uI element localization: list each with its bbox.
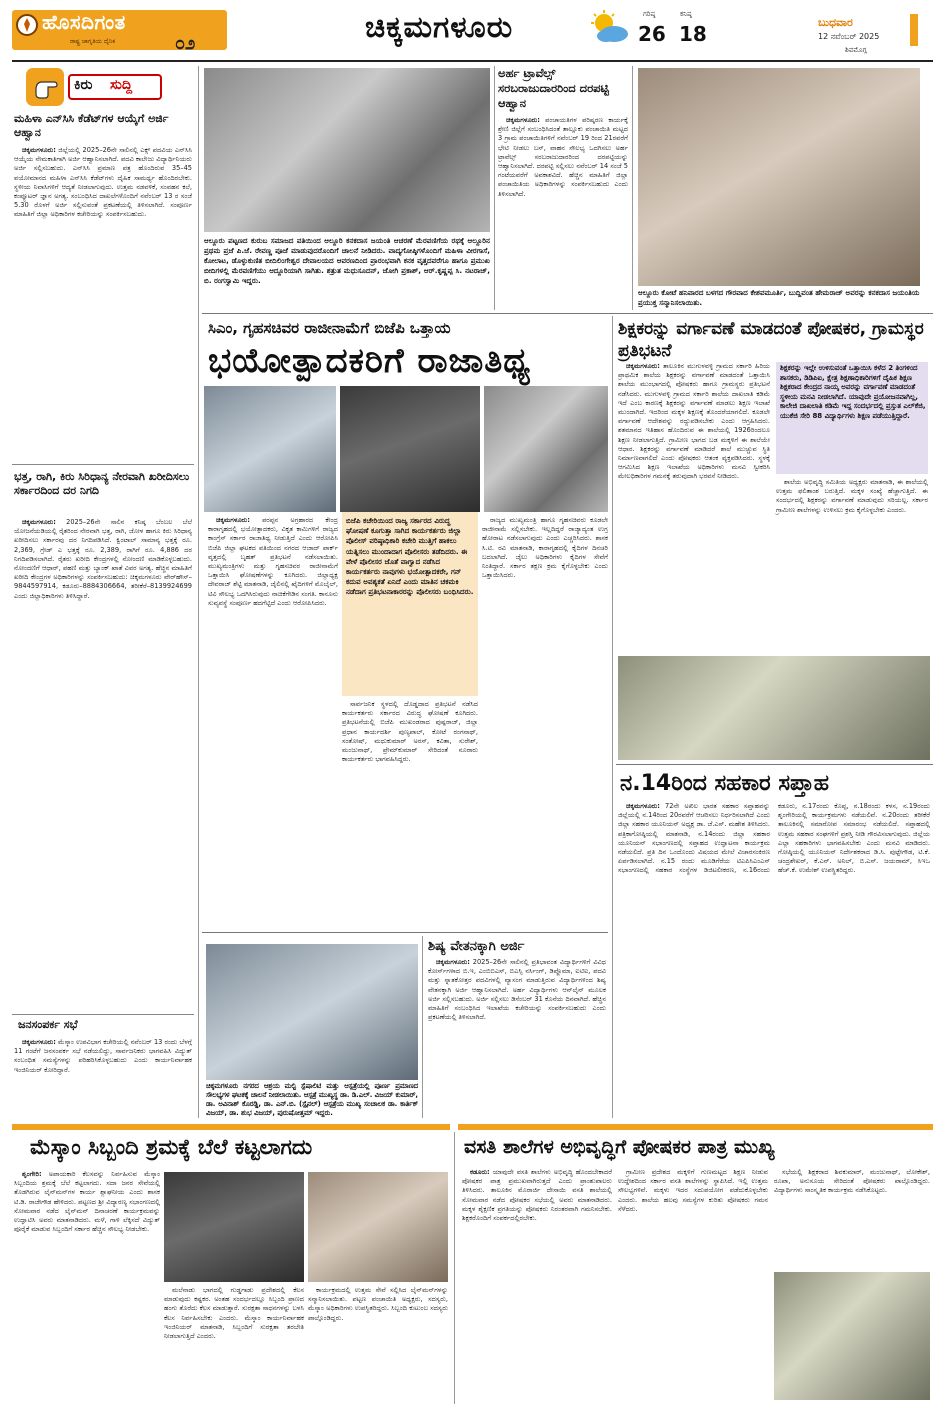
left-column-divider (198, 66, 199, 1118)
bottom-divider (454, 1132, 455, 1404)
top-row-rule (202, 313, 933, 314)
teachers-headline: ಶಿಕ್ಷಕರನ್ನು ವರ್ಗಾವಣೆ ಮಾಡದಂತೆ ಪೋಷಕರ, ಗ್ರಾಮಸ್ಥರ ಪ್ರತಿಭಟನೆ (618, 319, 924, 361)
main-story (202, 316, 608, 930)
brief-body-2 (14, 518, 192, 938)
main-story-rule (202, 932, 608, 933)
travels-dateline: ಚಿಕ್ಕಮಗಳೂರು: (506, 116, 540, 124)
bottom-accent-bar-right (458, 1124, 933, 1130)
main-text-1: ಪರಪ್ಪನ ಅಗ್ರಹಾರದ ಕೇಂದ್ರ ಕಾರಾಗೃಹದಲ್ಲಿ ಭಯೋತ್ಪಾದಕರು, ವಿಕೃತ ಕಾಮಿಗಳಿಗೆ ರಾಜ್ಯದ ಕಾಂಗ್ರೆಸ್ ಸರ್ಕಾರ ರಾಜಾತಿಥ್ಯ ನೀಡುತ್ತಿದೆ ಎಂದು ಆರೋಪಿಸಿ ಬಿಜೆಪಿ ಜಿಲ್ಲಾ ಘಟಕದ ವತಿಯಿಂದ ನಗರದ ಆಜಾದ್ ಪಾರ್ಕ್ ವೃತ್ತದಲ್ಲಿ ಬೃಹತ್ ಪ್ರತಿಭಟನೆ ನಡೆಸಲಾಯಿತು. ಮುಖ್ಯಮಂತ್ರಿಗಳು ಮತ್ತು ಗೃಹಸಚಿವರ ರಾಜೀನಾಮೆಗೆ ಒತ್ತಾಯಿಸಿ ಘೋಷಣೆಗಳನ್ನು ಕೂಗಿದರು. ಜಿಲ್ಲಾಧ್ಯಕ್ಷ ದೇವರಾಜ್ ಶೆಟ್ಟಿ ಮಾತನಾಡಿ, ಜೈಲಿನಲ್ಲಿ ಖೈದಿಗಳಿಗೆ ಮೊಬೈಲ್, ಟಿವಿ ಸೌಲಭ್ಯ ಒದಗಿಸಿರುವುದು ನಾಚಿಕೆಗೇಡಿನ ಸಂಗತಿ. ಕಾನೂನು ಸುವ್ಯವಸ್ಥೆ ಸಂಪೂರ್ಣ ಹದಗೆಟ್ಟಿದೆ ಎಂದು ಆರೋಪಿಸಿದರು. (208, 516, 338, 607)
hand-point-icon (26, 68, 64, 106)
sahakara-text: 72ನೇ ಅಖಿಲ ಭಾರತ ಸಹಕಾರ ಸಪ್ತಾಹವನ್ನು ಜಿಲ್ಲೆಯಲ್ಲಿ ನ.14ರಿಂದ 20ರವರೆಗೆ ಆಚರಿಸಲು ನಿರ್ಧರಿಸಲಾಗಿದೆ ಎಂದು ಜಿಲ್ಲಾ ಸಹಕಾರ ಯೂನಿಯನ್ ಅಧ್ಯಕ್ಷ ಡಾ. ಜೆ.ಎಸ್. ಮಹೇಶ ತಿಳಿಸಿದರು. ಪತ್ರಿಕಾಗೋಷ್ಠಿಯಲ್ಲಿ ಮಾತನಾಡಿ, ನ.14ರಂದು ಜಿಲ್ಲಾ ಸಹಕಾರ ಯೂನಿಯನ್ ಸಭಾಂಗಣದಲ್ಲಿ ಸಪ್ತಾಹದ ಉದ್ಘಾಟನಾ ಕಾರ್ಯಕ್ರಮ ನಡೆಯಲಿದೆ. ಪ್ರತಿ ದಿನ ಒಂದೊಂದು ವಿಷಯದ ಮೇಲೆ ವಿಚಾರಸಂಕಿರಣ ಏರ್ಪಡಿಸಲಾಗಿದೆ. ನ.15 ರಂದು ಮೂಡಿಗೆರೆಯ ಟಿಎಪಿಸಿಎಂಎಸ್ ಸಭಾಂಗಣದಲ್ಲಿ ಸಹಕಾರ ಸಂಸ್ಥೆಗಳ ಡಿಜಿಟಲೀಕರಣ, ನ.16ರಂದು ಕಡೂರು, ನ.17ರಂದು ಕೊಪ್ಪ, ನ.18ರಂದು ಕಳಸ, ನ.19ರಂದು ಶೃಂಗೇರಿಯಲ್ಲಿ ಕಾರ್ಯಕ್ರಮಗಳು ನಡೆಯಲಿವೆ. ನ.20ರಂದು ತರೀಕೆರೆ ತಾಲೂಕಿನಲ್ಲಿ ಸಮಾರೋಪ ಸಮಾರಂಭ ನಡೆಯಲಿದೆ. ಸಪ್ತಾಹದಲ್ಲಿ ಉತ್ತಮ ಸಹಕಾರ ಸಂಘಗಳಿಗೆ ಪ್ರಶಸ್ತಿ ನೀಡಿ ಗೌರವಿಸಲಾಗುವುದು. ಜಿಲ್ಲೆಯ ಎಲ್ಲಾ ಸಹಕಾರಿಗಳು ಭಾಗವಹಿಸಬೇಕು ಎಂದು ಮನವಿ ಮಾಡಿದರು. ಗೋಷ್ಠಿಯಲ್ಲಿ ಯೂನಿಯನ್ ನಿರ್ದೇಶಕರಾದ ಡಿ.ಸಿ. ಪುಟ್ಟೇಗೌಡ, ಟಿ.ಕೆ. ಚಂದ್ರಶೇಖರ್, ಕೆ.ಎನ್. ಅನಿಲ್, ಬಿ.ಎಸ್. ಜಯರಾಮ್, ಸಿಇಒ ಹೆಚ್.ಕೆ. ಉಮೇಶ್ ಉಪಸ್ಥಿತರಿದ್ದರು. (618, 802, 930, 875)
max-temp-label: ಗರಿಷ್ಠ (643, 10, 656, 18)
brief-dateline-3: ಚಿಕ್ಕಮಗಳೂರು: (22, 1038, 56, 1046)
date-accent-bar (910, 14, 918, 46)
parents-meeting-photo (774, 1272, 930, 1400)
brief-text-3: ಮೆಸ್ಕಾಂ ಉಪವಿಭಾಗ ಕಚೇರಿಯಲ್ಲಿ ನವೆಂಬರ್ 13 ರಂದು ಬೆಳಗ್ಗೆ 11 ಗಂಟೆಗೆ ಜನಸಂಪರ್ಕ ಸಭೆ ನಡೆಯಲಿದ್ದು, ಸಾರ್ವಜನಿಕರು ಭಾಗವಹಿಸಿ ವಿದ್ಯುತ್ ಸಂಬಂಧಿತ ಸಮಸ್ಯೆಗಳನ್ನು ಪರಿಹರಿಸಿಕೊಳ್ಳಬಹುದು ಎಂದು ಕಾರ್ಯನಿರ್ವಾಹಕ ಇಂಜಿನಿಯರ್ ಕೋರಿದ್ದಾರೆ. (14, 1038, 192, 1074)
sahakara-body (618, 802, 930, 1118)
travels-headline: ಅರ್ಹ ಟ್ರಾವೆಲ್ಸ್ ಸರಬರಾಜುದಾರರಿಂದ ದರಪಟ್ಟಿ ಆಹ್ವಾನ (498, 66, 609, 110)
teachers-body-col-1 (618, 362, 770, 652)
scholarship-text: 2025–26ನೇ ಸಾಲಿನಲ್ಲಿ ಪ್ರತಿಭಾವಂತ ವಿದ್ಯಾರ್ಥಿಗಳಿಗೆ ವಿವಿಧ ಕೋರ್ಸ್‌ಗಳಾದ ಬಿ.ಇ, ಎಂಬಿಬಿಎಸ್, ಬಿಎಸ್ಸಿ ನರ್ಸಿಂಗ್, ಡಿಪ್ಲೊಮಾ, ಐಟಿಐ, ಪದವಿ ಮತ್ತು ಸ್ನಾತಕೋತ್ತರ ಪದವಿಗಳಲ್ಲಿ ವ್ಯಾಸಂಗ ಮಾಡುತ್ತಿರುವ ವಿದ್ಯಾರ್ಥಿಗಳಿಂದ ಶಿಷ್ಯ ವೇತನಕ್ಕಾಗಿ ಅರ್ಜಿ ಆಹ್ವಾನಿಸಲಾಗಿದೆ. ಅರ್ಹ ವಿದ್ಯಾರ್ಥಿಗಳು ಆನ್‌ಲೈನ್ ಮೂಲಕ ಅರ್ಜಿ ಸಲ್ಲಿಸಬಹುದು. ಅರ್ಜಿ ಸಲ್ಲಿಸಲು ಡಿಸೆಂಬರ್ 31 ಕೊನೆಯ ದಿನವಾಗಿದೆ. ಹೆಚ್ಚಿನ ಮಾಹಿತಿಗೆ ಸಂಬಂಧಿಸಿದ ಇಲಾಖೆಯ ಕಚೇರಿಯನ್ನು ಸಂಪರ್ಕಿಸಬಹುದು ಎಂದು ಪ್ರಕಟಣೆಯಲ್ಲಿ ತಿಳಿಸಲಾಗಿದೆ. (428, 958, 606, 1022)
brand-tagline: ರಾಷ್ಟ್ರ ಜಾಗೃತಿಯ ದೈನಿಕ (70, 38, 116, 45)
page-number: ೦೨ (175, 33, 196, 54)
hostel-headline: ವಸತಿ ಶಾಲೆಗಳ ಅಭಿವೃದ್ಧಿಗೆ ಪೋಷಕರ ಪಾತ್ರ ಮುಖ್ಯ (464, 1136, 775, 1158)
main-dateline: ಚಿಕ್ಕಮಗಳೂರು: (216, 516, 250, 524)
brief-dateline-1: ಚಿಕ್ಕಮಗಳೂರು: (22, 146, 56, 154)
mescom-story (12, 1132, 450, 1404)
min-temp-value: 18 (679, 22, 707, 46)
issue-day: ಬುಧವಾರ (818, 16, 853, 29)
mescom-text-3: ಕಾರ್ಯಕ್ರಮದಲ್ಲಿ ಉತ್ತಮ ಸೇವೆ ಸಲ್ಲಿಸಿದ ಲೈನ್‌ಮನ್‌ಗಳನ್ನು ಸನ್ಮಾನಿಸಲಾಯಿತು. ಪಟ್ಟಣ ಪಂಚಾಯಿತಿ ಅಧ್ಯಕ್ಷರು, ಸದಸ್ಯರು, ಮೆಸ್ಕಾಂ ಅಧಿಕಾರಿಗಳು ಉಪಸ್ಥಿತರಿದ್ದರು. ಸಿಬ್ಬಂದಿ ಕುಟುಂಬ ಸದಸ್ಯರು ಪಾಲ್ಗೊಂಡಿದ್ದರು. (308, 1286, 448, 1322)
brand-logo-icon (16, 14, 38, 36)
main-text-3: ಸಾರ್ವಜನಿಕ ಸ್ಥಳದಲ್ಲಿ ದೊಡ್ಡದಾದ ಪ್ರತಿಭಟನೆ ನಡೆಸಿದ ಕಾರ್ಯಕರ್ತರು ಸರ್ಕಾರದ ವಿರುದ್ಧ ಘೋಷಣೆ ಕೂಗಿದರು. ಪ್ರತಿಭಟನೆಯಲ್ಲಿ ಬಿಜೆಪಿ ಮುಖಂಡರಾದ ಪುಷ್ಪರಾಜ್, ಜಿಲ್ಲಾ ಪ್ರಧಾನ ಕಾರ್ಯದರ್ಶಿ ಪುಣ್ಯಪಾಲ್, ಕೋಟೆ ರಂಗನಾಥ್, ಸಂತೋಷ್, ಮಧುಕುಮಾರ್ ಅರಸ್, ಕವಿತಾ, ಸುರೇಶ್, ಮಂಜುನಾಥ್, ಪ್ರೇಮ್‌ಕುಮಾರ್ ಸೇರಿದಂತೆ ನೂರಾರು ಕಾರ್ಯಕರ್ತರು ಭಾಗವಹಿಸಿದ್ದರು. (342, 700, 478, 764)
brief-body-3 (14, 1038, 192, 1116)
top-divider-2 (632, 66, 633, 310)
hostel-body-col-2 (618, 1168, 768, 1402)
scholarship-story (426, 936, 608, 1118)
mescom-dateline: ಶೃಂಗೇರಿ: (22, 1170, 42, 1178)
main-highlight-text: ಬಿಜೆಪಿ ಕಚೇರಿಯಿಂದ ರಾಜ್ಯ ಸರ್ಕಾರದ ವಿರುದ್ಧ ಘೋಷಣೆ ಕೂಗುತ್ತಾ ಸಾಗಿದ ಕಾರ್ಯಕರ್ತರು ಜಿಲ್ಲಾ ಪೊಲೀಸ್ ವರಿಷ್ಠಾಧಿಕಾರಿ ಕಚೇರಿ ಮುತ್ತಿಗೆ ಹಾಕಲು ಯತ್ನಿಸಲು ಮುಂದಾದಾಗ ಪೊಲೀಸರು ತಡೆದಿದರು. ಈ ವೇಳೆ ಪೊಲೀಸರ ಜೊತೆ ವಾಗ್ವಾದ ನಡೆಸಿದ ಕಾರ್ಯಕರ್ತರು ನಾವುಗಳು ಭಯೋತ್ಪಾದಕರೇ, ಗನ್ ಕದುವ ಅವಶ್ಯಕತೆ ಏನಿದೆ ಎಂದು ಮಾತಿನ ಚಕಮಕಿ ನಡೆದಾಗ ಪ್ರತಿಭಟನಾಕಾರರನ್ನು ಪೊಲೀಸರು ಬಂಧಿಸಿದರು. (346, 516, 474, 597)
teachers-rule (616, 764, 933, 765)
hostel-body-col-3 (774, 1168, 930, 1268)
hospital-divider (422, 936, 423, 1118)
mescom-text-2: ಮಲೆನಾಡು ಭಾಗದಲ್ಲಿ ಗುಡ್ಡಗಾಡು ಪ್ರದೇಶದಲ್ಲಿ ಕೆಲಸ ಮಾಡುವುದು ಕಷ್ಟಕರ. ಅಂತಹ ಸಂದರ್ಭದಲ್ಲೂ ಸಿಬ್ಬಂದಿ ಪ್ರಾಣದ ಹಂಗು ತೊರೆದು ಕೆಲಸ ಮಾಡುತ್ತಾರೆ. ಸುರಕ್ಷತಾ ಸಾಧನಗಳನ್ನು ಬಳಸಿ ಕೆಲಸ ನಿರ್ವಹಿಸಬೇಕು ಎಂದರು. ಮೆಸ್ಕಾಂ ಕಾರ್ಯನಿರ್ವಾಹಕ ಇಂಜಿನಿಯರ್ ಮಾತನಾಡಿ, ಸಿಬ್ಬಂದಿಗೆ ಸುರಕ್ಷತಾ ತರಬೇತಿ ನೀಡಲಾಗುತ್ತಿದೆ ಎಂದರು. (164, 1286, 304, 1341)
hostel-text-2: ಗ್ರಾಮೀಣ ಪ್ರದೇಶದ ಮಕ್ಕಳಿಗೆ ಗುಣಮಟ್ಟದ ಶಿಕ್ಷಣ ನೀಡುವ ಉದ್ದೇಶದಿಂದ ಸರ್ಕಾರ ವಸತಿ ಶಾಲೆಗಳನ್ನು ಸ್ಥಾಪಿಸಿದೆ. ಇಲ್ಲಿ ಉತ್ತಮ ಸೌಲಭ್ಯಗಳಿವೆ. ಮಕ್ಕಳು ಇದರ ಸದುಪಯೋಗ ಪಡೆದುಕೊಳ್ಳಬೇಕು ಎಂದರು. ಶಾಲೆಯ ಹಲವು ಸಮಸ್ಯೆಗಳ ಕುರಿತು ಪೋಷಕರು ಗಮನ ಸೆಳೆದರು. (618, 1168, 768, 1213)
mescom-honour-photo (308, 1172, 448, 1282)
brand-name: ಹೊಸದಿಗಂತ (42, 10, 126, 34)
brief-text-1: ಜಿಲ್ಲೆಯಲ್ಲಿ 2025–26ನೇ ಸಾಲಿನಲ್ಲಿ ಎಕ್ಸ್ ಪದವಿಯ ಎನ್‌ಸಿಸಿ ಆಯ್ಕೆಯ ನೇಮಕಾತಿಗಾಗಿ ಅರ್ಜಿ ಆಹ್ವಾನಿಸಲಾಗಿದೆ. ಪದವಿ ಕಾಲೇಜು ವಿದ್ಯಾರ್ಥಿನಿಯರು ಅರ್ಜಿ ಸಲ್ಲಿಸಬಹುದು. ಎನ್‌ಸಿಸಿ ಪ್ರಮಾಣ ಪತ್ರ ಹೊಂದಿರುವ 35–45 ವಯೋಮಾನದ ಮಹಿಳಾ ಎನ್‌ಸಿಸಿ ಕೆಡೆಟ್‌ಗಳು ದೈಹಿಕ ಸಾಮರ್ಥ್ಯ ಹೊಂದಿರಬೇಕು. ಸ್ಥಳೀಯ ನಿವಾಸಿಗಳಿಗೆ ಆದ್ಯತೆ ನೀಡಲಾಗುವುದು. ಉತ್ತಮ ನಡವಳಿಕೆ, ಸಂವಹನ ಕಲೆ, ಕಂಪ್ಯೂಟರ್ ಜ್ಞಾನ ಅಗತ್ಯ. ಸಂಬಂಧಿಸಿದ ದಾಖಲೆಗಳೊಂದಿಗೆ ನವೆಂಬರ್ 13 ರ ಸಂಜೆ 5.30 ರೊಳಗೆ ಅರ್ಜಿ ಸಲ್ಲಿಸುವಂತೆ ಪ್ರಕಟಣೆಯಲ್ಲಿ ತಿಳಿಸಲಾಗಿದೆ. ಸಂಪೂರ್ಣ ಮಾಹಿತಿಗೆ ಜಿಲ್ಲಾ ಅಧಿಕಾರಿಗಳ ಕಚೇರಿಯನ್ನು ಸಂಪರ್ಕಿಸಬಹುದು. (14, 146, 192, 219)
masthead-rule (12, 60, 933, 62)
max-temp-value: 26 (638, 22, 666, 46)
kanaka-procession-caption: ಆಲ್ದೂರು ಪಟ್ಟಣದ ಕುರುಬ ಸಮಾಜದ ವತಿಯಿಂದ ಆಲ್ದೂರಿ ಕನಕದಾಸ ಜಯಂತಿ ಆಚರಣೆ ಮೆರವಣಿಗೆಯ ರಥಕ್ಕೆ ಆಲ್ದೂರಿನ ಪ್ರಥಮ ಪ್ರಜೆ ಪಿ.ಜೆ. ರೇವಣ್ಣ ಪೂಜೆ ಮಾಡುವುದರೊಂದಿಗೆ ಚಾಲನೆ ನೀಡಿದರು. ವಾದ್ಯಗೋಷ್ಠಿಗಳೊಂದಿಗೆ ಮಹಿಳಾ ವೀರಗಾಸೆ, ಕೋಲಾಟ, ಡೊಳ್ಳುಕುಣಿತ ಬೀದಿಲಿಂಗೇಶ್ವರ ದೇವಾಲಯದ ಆವರಣದಿಂದ ಪ್ರಾರಂಭವಾಗಿ ಕನಕ ವೃತ್ತದವರೆಗೂ ಹಾಗೂ ಪ್ರಮುಖ ಬೀದಿಗಳಲ್ಲಿ ಮೆರವಣಿಗೆಯು ಆದ್ದೂರಿಯಾಗಿ ಸಾಗಿತು. ಶತ್ರುತ ಮಧುಸೂದನ್, ಜೋಗಿ ಪ್ರಕಾಶ್, ಆರ್.ಕೃಷ್ಣಪ್ಪ ಸಿ. ನಟರಾಜ್, ಬಿ. ರಂಗಸ್ವಾಮಿ ಇದ್ದರು. (204, 236, 490, 285)
kirusuddi-label-a: ಕಿರು (74, 77, 93, 93)
brief-divider-1 (12, 464, 194, 465)
issue-city: ಶಿವಮೊಗ್ಗ (845, 46, 867, 54)
sahakara-dateline: ಚಿಕ್ಕಮಗಳೂರು: (626, 802, 660, 810)
mescom-body-col-3 (308, 1286, 448, 1402)
kanaka-honour-caption: ಆಲ್ದೂರು ಕೋಟೆ ಹನಿವಾರದ ಬಳಗದ ಗೌರವಾದ ಕೇಶವಮೂರ್ತಿ, ಬುದ್ದಿವಂತ ಹೇಮರಾಜ್ ಅವರನ್ನು ಕನಕದಾಸ ಜಯಂತಿಯ ಪ್ರಯುಕ್ತ ಸನ್ಮಾನಿಸಲಾಯಿತು. (638, 288, 920, 307)
travels-text: ಪಂಚಾಯತಿಗಳ ಪರಿಷ್ಕರಣ ಕಾರ್ಯಕ್ಕೆ ಶ್ರೇಣಿ ಜಿಲ್ಲೆಗೆ ಸಂಬಂಧಿಸಿದಂತೆ ತಾಲ್ಲೂಕು ಪಂಚಾಯಿತಿ ಮಟ್ಟದ 3 ಗ್ರಾಮ ಪಂಚಾಯಿತಿಗಳಿಗೆ ನವೆಂಬರ್ 19 ರಿಂದ 21ರವರೆಗೆ ಭೇಟಿ ನೀಡಲು ಬಸ್, ವಾಹನ ಸೌಲಭ್ಯ ಒದಗಿಸಲು ಅರ್ಹ ಟ್ರಾವೆಲ್ಸ್ ಸರಬರಾಜುದಾರರಿಂದ ದರಪಟ್ಟಿಯನ್ನು ಆಹ್ವಾನಿಸಲಾಗಿದೆ. ದರಪಟ್ಟಿ ಸಲ್ಲಿಸಲು ನವೆಂಬರ್ 14 ಸಂಜೆ 5 ಗಂಟೆಯವರೆಗೆ ಅವಕಾಶವಿದೆ. ಹೆಚ್ಚಿನ ಮಾಹಿತಿಗೆ ಜಿಲ್ಲಾ ಪಂಚಾಯಿತಿಯ ಅಧಿಕಾರಿಗಳನ್ನು ಸಂಪರ್ಕಿಸಬಹುದು ಎಂದು ತಿಳಿಸಲಾಗಿದೆ. (498, 116, 628, 198)
mescom-body-col-2 (164, 1286, 304, 1402)
brief-dateline-2: ಚಿಕ್ಕಮಗಳೂರು: (22, 518, 56, 526)
mescom-body-col-1 (14, 1170, 160, 1402)
main-headline: ಭಯೋತ್ಪಾದಕರಿಗೆ ರಾಜಾತಿಥ್ಯ (208, 341, 531, 381)
main-text-2: ರಾಜ್ಯದ ಮುಖ್ಯಮಂತ್ರಿ ಹಾಗೂ ಗೃಹಸಚಿವರು ಕೂಡಲೇ ರಾಜೀನಾಮೆ ಸಲ್ಲಿಸಬೇಕು. ಇಲ್ಲದಿದ್ದರೆ ರಾಜ್ಯಾದ್ಯಂತ ಉಗ್ರ ಹೋರಾಟ ನಡೆಸಲಾಗುವುದು ಎಂದು ಎಚ್ಚರಿಸಿದರು. ಶಾಸಕ ಸಿ.ಟಿ. ರವಿ ಮಾತನಾಡಿ, ಕಾರಾಗೃಹದಲ್ಲಿ ಕೈದಿಗಳ ದಿನಚರಿ ಬದಲಾಗಿದೆ. ಜೈಲು ಅಧಿಕಾರಿಗಳು ಕೈದಿಗಳ ಸೇವೆಗೆ ನಿಂತಿದ್ದಾರೆ. ಸರ್ಕಾರ ತಕ್ಷಣ ಕ್ರಮ ಕೈಗೊಳ್ಳಬೇಕು ಎಂದು ಒತ್ತಾಯಿಸಿದರು. (482, 516, 608, 580)
teachers-highlight-text: ಶಿಕ್ಷಕರನ್ನು ಇಲ್ಲೇ ಉಳಿಸುವಂತೆ ಒತ್ತಾಯಿಸಿ ಕಳೆದ 2 ತಿಂಗಳಿಂದ ಶಾಸಕರು, ಡಿಡಿಪಿಐ, ಕ್ಷೇತ್ರ ಶಿಕ್ಷಣಾಧಿಕಾರಿಗಳಿಗೆ ದೈಹಿಕ ಶಿಕ್ಷಣ ಶಿಕ್ಷಕರಾದ ಕೇಂದ್ರದ ನಾಯ್ಕ ಅವರನ್ನು ವರ್ಗಾವಣೆ ಮಾಡದಂತೆ ಸ್ಥಳೀಯ ಮನವಿ ನೀಡಲಾಗಿದೆ. ಯಾವುದೇ ಪ್ರಯೋಜನವಾಗಿಲ್ಲ, ಕಾಲೇಜಿ ದಾಖಲಾತಿ ಕಡಿಮೆ ಇದ್ದ ಸಂದರ್ಭದಲ್ಲಿ ಪ್ರಸ್ತುತ ಎಲ್‌ಕೆಜಿ, ಯುಕೆಜಿ ಸೇರಿ 88 ವಿದ್ಯಾರ್ಥಿಗಳು ಶಿಕ್ಷಣ ಪಡೆಯುತ್ತಿದ್ದಾರೆ. (780, 364, 926, 420)
protest-photo-3 (484, 386, 608, 512)
protest-photo-1 (204, 386, 336, 512)
mid-divider (612, 316, 613, 1118)
hostel-text-1: ಯಾವುದೇ ವಸತಿ ಶಾಲೆಗಳು ಅಭಿವೃದ್ಧಿ ಹೊಂದಬೇಕಾದರೆ ಪೋಷಕರ ಪಾತ್ರ ಪ್ರಮುಖವಾಗಿರುತ್ತದೆ ಎಂದು ಪ್ರಾಂಶುಪಾಲರು ತಿಳಿಸಿದರು. ತಾಲೂಕಿನ ಮೊರಾರ್ಜಿ ದೇಸಾಯಿ ವಸತಿ ಶಾಲೆಯಲ್ಲಿ ಸೋಮವಾರ ನಡೆದ ಪೋಷಕರ ಸಭೆಯಲ್ಲಿ ಅವರು ಮಾತನಾಡಿದರು. ಮಕ್ಕಳ ಶೈಕ್ಷಣಿಕ ಪ್ರಗತಿಯನ್ನು ಪೋಷಕರು ನಿರಂತರವಾಗಿ ಗಮನಿಸಬೇಕು. ಶಿಕ್ಷಕರೊಂದಿಗೆ ಸಂಪರ್ಕದಲ್ಲಿರಬೇಕು. (462, 1168, 612, 1223)
main-body-col-1 (208, 516, 338, 924)
travels-body (498, 116, 628, 310)
brief-title-1: ಮಹಿಳಾ ಎನ್‌ಸಿಸಿ ಕೆಡೆಟ್‌ಗಳ ಆಯ್ಕೆಗೆ ಅರ್ಜಿ ಆಹ್ವಾನ (14, 112, 169, 139)
main-body-col-2 (342, 700, 478, 924)
mescom-text-1: ಅಪಾಯಕಾರಿ ಕೆಲಸವನ್ನು ನಿರ್ವಹಿಸುವ ಮೆಸ್ಕಾಂ ಸಿಬ್ಬಂದಿಯ ಶ್ರಮಕ್ಕೆ ಬೆಲೆ ಕಟ್ಟಲಾಗದು. ಸದಾ ಜನರ ಸೇವೆಯಲ್ಲಿ ತೊಡಗಿರುವ ಲೈನ್‌ಮನ್‌ಗಳ ಕಾರ್ಯ ಶ್ಲಾಘನೀಯ ಎಂದು ಶಾಸಕ ಟಿ.ಡಿ. ರಾಜೇಗೌಡ ಹೇಳಿದರು. ಪಟ್ಟಣದ ಶ್ರೀ ವಿದ್ಯಾರಣ್ಯ ಸಭಾಂಗಣದಲ್ಲಿ ಸೋಮವಾರ ನಡೆದ ಲೈನ್‌ಮನ್ ದಿನಾಚರಣೆ ಕಾರ್ಯಕ್ರಮವನ್ನು ಉದ್ಘಾಟಿಸಿ ಅವರು ಮಾತನಾಡಿದರು. ಮಳೆ, ಗಾಳಿ ಲೆಕ್ಕಿಸದೆ ವಿದ್ಯುತ್ ಪೂರೈಕೆ ಮಾಡುವ ಸಿಬ್ಬಂದಿಗೆ ಸರ್ಕಾರ ಹೆಚ್ಚಿನ ಸೌಲಭ್ಯ ನೀಡಬೇಕು. (14, 1170, 160, 1234)
issue-date: 12 ನವೆಂಬರ್ 2025 (818, 32, 880, 41)
sahakara-story (616, 766, 933, 1118)
sun-cloud-icon (588, 10, 630, 44)
hostel-text-3: ಸಭೆಯಲ್ಲಿ ಶಿಕ್ಷಕರಾದ ಶಿವಕುಮಾರ್, ಮಂಜುನಾಥ್, ಲೋಕೇಶ್, ರೂಪಾ, ಅನುಸೂಯ ಸೇರಿದಂತೆ ಪೋಷಕರು ಪಾಲ್ಗೊಂಡಿದ್ದರು. ವಿದ್ಯಾರ್ಥಿಗಳು ಸಾಂಸ್ಕೃತಿಕ ಕಾರ್ಯಕ್ರಮ ನಡೆಸಿಕೊಟ್ಟರು. (774, 1168, 930, 1195)
hostel-body-col-1 (462, 1168, 612, 1402)
sahakara-headline: ನ.14ರಿಂದ ಸಹಕಾರ ಸಪ್ತಾಹ (620, 771, 829, 796)
teachers-body-col-2 (776, 478, 928, 650)
masthead (0, 0, 945, 62)
teachers-text-2: ಶಾಲೆಯ ಅಭಿವೃದ್ಧಿ ಸಮಿತಿಯ ಅಧ್ಯಕ್ಷರು ಮಾತನಾಡಿ, ಈ ಶಾಲೆಯಲ್ಲಿ ಉತ್ತಮ ಫಲಿತಾಂಶ ಬರುತ್ತಿದೆ. ಮಕ್ಕಳ ಸಂಖ್ಯೆ ಹೆಚ್ಚಾಗುತ್ತಿದೆ. ಈ ಸಂದರ್ಭದಲ್ಲಿ ಶಿಕ್ಷಕರನ್ನು ವರ್ಗಾವಣೆ ಮಾಡುವುದು ಸರಿಯಲ್ಲ. ಸರ್ಕಾರ ಗ್ರಾಮೀಣ ಶಾಲೆಗಳನ್ನು ಉಳಿಸಲು ಕ್ರಮ ಕೈಗೊಳ್ಳಬೇಕು ಎಂದರು. (776, 478, 928, 514)
brief-divider-2 (12, 1014, 194, 1015)
mescom-stage-photo (164, 1172, 304, 1282)
scholarship-headline: ಶಿಷ್ಯ ವೇತನಕ್ಕಾಗಿ ಅರ್ಜಿ (428, 939, 525, 954)
hospital-inauguration-photo (206, 944, 418, 1080)
edition-title: ಚಿಕ್ಕಮಗಳೂರು (365, 10, 514, 45)
brief-text-2: 2025–26ನೇ ಸಾಲಿನ ಕನಿಷ್ಠ ಬೆಂಬಲ ಬೆಲೆ ಯೋಜನೆಯಡಿಯಲ್ಲಿ ರೈತರಿಂದ ನೇರವಾಗಿ ಭತ್ತ, ರಾಗಿ, ಜೋಳ ಹಾಗೂ ಕಿರು ಸಿರಿಧಾನ್ಯ ಖರೀದಿಸಲು ಸರ್ಕಾರವು ದರ ನಿಗದಿಪಡಿಸಿದೆ. ಕ್ವಿಂಟಾಲ್ ಸಾಮಾನ್ಯ ಭತ್ತಕ್ಕೆ ರೂ. 2,369, ಗ್ರೇಡ್ ಎ ಭತ್ತಕ್ಕೆ ರೂ. 2,389, ರಾಗಿಗೆ ರೂ. 4,886 ದರ ನಿಗದಿಪಡಿಸಲಾಗಿದೆ. ರೈತರು ಖರೀದಿ ಕೇಂದ್ರಗಳಲ್ಲಿ ನೋಂದಣಿ ಮಾಡಿಕೊಳ್ಳಬಹುದು. ನೋಂದಣಿಗೆ ಆಧಾರ್, ಪಹಣಿ ಮತ್ತು ಬ್ಯಾಂಕ್ ಖಾತೆ ವಿವರ ಅಗತ್ಯ. ಹೆಚ್ಚಿನ ಮಾಹಿತಿಗೆ ಖರೀದಿ ಕೇಂದ್ರಗಳ ಅಧಿಕಾರಿಗಳನ್ನು ಸಂಪರ್ಕಿಸಬಹುದು: ಚಿಕ್ಕಮಗಳೂರು ವೇರ್‌ಹೌಸ್–9844597914, ಕಡೂರು–8884306664, ತರೀಕೆರೆ–8139924699 ಎಂದು ಜಿಲ್ಲಾಧಿಕಾರಿಗಳು ತಿಳಿಸಿದ್ದಾರೆ. (14, 518, 192, 600)
teachers-story (616, 316, 933, 764)
top-divider-1 (494, 66, 495, 310)
kirusuddi-column (12, 66, 194, 1118)
brief-body-1 (14, 146, 192, 454)
kanaka-procession-photo (204, 68, 490, 232)
mescom-headline: ಮೆಸ್ಕಾಂ ಸಿಬ್ಬಂದಿ ಶ್ರಮಕ್ಕೆ ಬೆಲೆ ಕಟ್ಟಲಾಗದು (30, 1135, 313, 1159)
bottom-accent-bar-left (12, 1124, 450, 1130)
kirusuddi-label-b: ಸುದ್ದಿ (110, 77, 133, 93)
teachers-dateline: ಚಿಕ್ಕಮಗಳೂರು: (626, 362, 660, 370)
main-kicker: ಸಿಎಂ, ಗೃಹಸಚಿವರ ರಾಜೀನಾಮೆಗೆ ಬಿಜೆಪಿ ಒತ್ತಾಯ (208, 319, 451, 337)
brief-title-3: ಜನಸಂಪರ್ಕ ಸಭೆ (18, 1018, 78, 1031)
kanaka-honour-photo (638, 68, 920, 286)
scholarship-dateline: ಚಿಕ್ಕಮಗಳೂರು: (436, 958, 470, 966)
parents-protest-photo (618, 656, 930, 760)
hospital-caption: ಚಿಕ್ಕಮಗಳೂರು ನಗರದ ಆಶ್ರಯ ಮಲ್ಟಿ ಸ್ಪೆಷಾಲಿಟಿ ಮತ್ತು ಆಸ್ಪತ್ರೆಯಲ್ಲಿ ಪೂರ್ಣ ಪ್ರಮಾಣದ ಸೌಲಭ್ಯಗಳ ಘಟಕಕ್ಕೆ ಚಾಲನೆ ನೀಡಲಾಯಿತು. ಆಸ್ಪತ್ರೆ ಮುಖ್ಯಸ್ಥ ಡಾ. ಡಿ.ಎಲ್. ವಿಜಯ್ ಕುಮಾರ್, ಡಾ. ಅವಿನಾಶ್ ಕೊರಡ್ಡಿ, ಡಾ. ಎನ್.ಬಿ. (ಸ್ಪೈನಲ್) ಆಸ್ಪತ್ರೆಯ ಮುಖ್ಯ ಸಂಚಾಲಕ ಡಾ. ಕಾರ್ತಿಕ್ ವಿಜಯ್, ಡಾ. ಶುಭ ವಿಜಯ್, ಪುರುಷೋತ್ತಮ್ ಇದ್ದರು. (206, 1082, 418, 1117)
hostel-dateline: ಕಡೂರು: (470, 1168, 490, 1176)
main-body-col-3 (482, 516, 608, 856)
scholarship-body (428, 958, 606, 1118)
travels-story (498, 66, 628, 312)
min-temp-label: ಕನಿಷ್ಠ (680, 10, 692, 18)
protest-photo-2 (340, 386, 480, 512)
brief-title-2: ಭತ್ತ, ರಾಗಿ, ಕಿರು ಸಿರಿಧಾನ್ಯ ನೇರವಾಗಿ ಖರೀದಿಸಲು ಸರ್ಕಾರದಿಂದ ದರ ನಿಗದಿ (14, 470, 190, 497)
teachers-text: ತಾಲೂಕಿನ ಮುಗುಳವಳ್ಳಿ ಗ್ರಾಮದ ಸರ್ಕಾರಿ ಹಿರಿಯ ಪ್ರಾಥಮಿಕ ಶಾಲೆಯ ಶಿಕ್ಷಕರನ್ನು ವರ್ಗಾವಣೆ ಮಾಡದಂತೆ ಒತ್ತಾಯಿಸಿ ಶಾಲೆಯ ಮುಂಭಾಗದಲ್ಲಿ ಪೋಷಕರು ಹಾಗೂ ಗ್ರಾಮಸ್ಥರು ಪ್ರತಿಭಟನೆ ನಡೆಸಿದರು. ಮುಗುಳವಳ್ಳಿ ಗ್ರಾಮದ ಸರ್ಕಾರಿ ಶಾಲೆಯ ದಾಖಲಾತಿ ಕಡಿಮೆ ಇದೆ ಎಂಬ ಕಾರಣಕ್ಕೆ ಶಿಕ್ಷಕರನ್ನು ವರ್ಗಾವಣೆ ಮಾಡಲು ಶಿಕ್ಷಣ ಇಲಾಖೆ ಮುಂದಾಗಿದೆ. ಇದರಿಂದ ಮಕ್ಕಳ ಶಿಕ್ಷಣಕ್ಕೆ ತೊಂದರೆಯಾಗಲಿದೆ. ಕೂಡಲೇ ವರ್ಗಾವಣೆ ಆದೇಶವನ್ನು ರದ್ದುಪಡಿಸಬೇಕು ಎಂದು ಆಗ್ರಹಿಸಿದರು. ಶತಮಾನದ ಇತಿಹಾಸ ಹೊಂದಿರುವ ಈ ಶಾಲೆಯಲ್ಲಿ 1926ರಿಂದಲೂ ಶಿಕ್ಷಣ ನೀಡಲಾಗುತ್ತಿದೆ. ಗ್ರಾಮೀಣ ಭಾಗದ ಬಡ ಮಕ್ಕಳಿಗೆ ಈ ಶಾಲೆಯೇ ಆಧಾರ. ಶಿಕ್ಷಕರನ್ನು ವರ್ಗಾವಣೆ ಮಾಡಿದರೆ ಶಾಲೆ ಮುಚ್ಚುವ ಸ್ಥಿತಿ ನಿರ್ಮಾಣವಾಗಲಿದೆ ಎಂದು ಪೋಷಕರು ಆತಂಕ ವ್ಯಕ್ತಪಡಿಸಿದರು. ಸ್ಥಳಕ್ಕೆ ಆಗಮಿಸಿದ ಶಿಕ್ಷಣ ಇಲಾಖೆಯ ಅಧಿಕಾರಿಗಳು ಮನವಿ ಸ್ವೀಕರಿಸಿ ಮೇಲಧಿಕಾರಿಗಳ ಗಮನಕ್ಕೆ ತರುವುದಾಗಿ ಭರವಸೆ ನೀಡಿದರು. (618, 362, 770, 481)
hostel-story (458, 1132, 933, 1404)
